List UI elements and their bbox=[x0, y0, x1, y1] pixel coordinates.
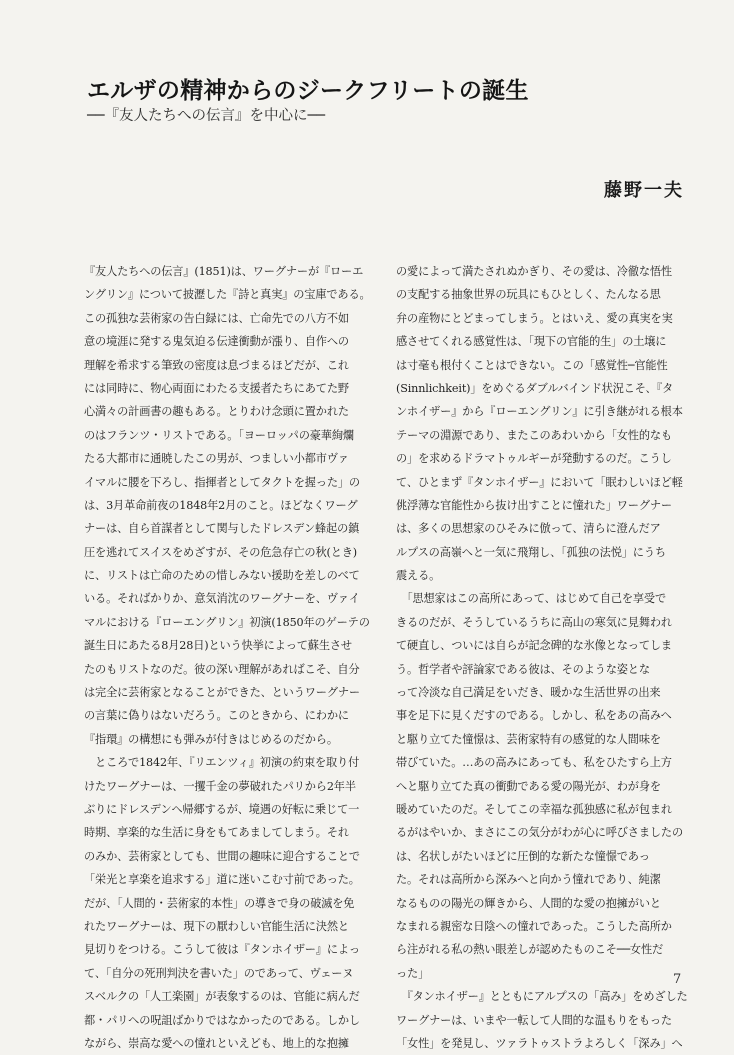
text-line: 震える。 bbox=[396, 569, 441, 583]
text-line: 時期、享楽的な生活に身をもてあましてしまう。それ bbox=[84, 826, 349, 840]
text-line: の」を求めるドラマトゥルギーが発動するのだ。こうし bbox=[396, 452, 672, 466]
text-line: マルにおける『ローエングリン』初演(1850年のゲーテの bbox=[84, 615, 370, 629]
text-line: ワーグナーは、いまや一転して人間的な温もりをもった bbox=[396, 1013, 672, 1027]
text-line: いる。そればかりか、意気消沈のワーグナーを、ヴァイ bbox=[84, 592, 360, 606]
text-line: の愛によって満たされぬかぎり、その愛は、冷徹な悟性 bbox=[396, 265, 672, 278]
text-line: 『友人たちへの伝言』(1851)は、ワーグナーが『ローエ bbox=[84, 265, 364, 278]
text-line: て硬直し、ついには自らが記念碑的な氷像となってしま bbox=[396, 639, 672, 653]
text-line: に、リストは亡命のための惜しみない援助を差しのべて bbox=[84, 569, 360, 583]
text-line: るがはやいか、まさにこの気分がわが心に呼びさましたの bbox=[396, 826, 683, 840]
text-line: て、「自分の死刑判決を書いた」のであって、ヴェーヌ bbox=[84, 966, 354, 980]
text-line: (Sinnlichkeit)」をめぐるダブルバインド状況こそ、『タ bbox=[396, 381, 674, 395]
text-line: 都・パリへの呪詛ばかりではなかったのである。しかし bbox=[84, 1013, 360, 1027]
text-line: きるのだが、そうしているうちに高山の寒気に見舞われ bbox=[396, 615, 672, 629]
text-line: のはフランツ・リストである。「ヨーロッパの豪華絢爛 bbox=[84, 428, 354, 442]
article-subtitle: ──『友人たちへの伝言』を中心に── bbox=[87, 108, 325, 124]
text-line: 見切りをつける。こうして彼は『タンホイザー』によっ bbox=[84, 943, 360, 957]
text-line: と駆り立てた憧憬は、芸術家特有の感覚的な人間味を bbox=[396, 732, 661, 746]
page-number: 7 bbox=[673, 972, 682, 987]
text-line: 暖めていたのだ。そしてこの幸福な孤独感に私が包まれ bbox=[396, 802, 672, 816]
text-line: の言葉に偽りはないだろう。このときから、にわかに bbox=[84, 709, 349, 723]
text-line: 意の境涯に発する鬼気迫る伝達衝動が漲り、自作への bbox=[84, 335, 349, 349]
text-line: ナーは、自ら首謀者として関与したドレスデン蜂起の鎮 bbox=[84, 522, 360, 536]
text-line: 事を足下に見くだすのである。しかし、私をあの高みへ bbox=[396, 709, 672, 723]
text-line: 『タンホイザー』とともにアルプスの「高み」をめざした bbox=[396, 990, 688, 1004]
text-line: 理解を希求する筆致の密度は息づまるほどだが、これ bbox=[84, 358, 349, 372]
text-line: ながら、崇高な愛への憧れといえども、地上的な抱擁 bbox=[84, 1036, 349, 1050]
text-line: て、ひとまず『タンホイザー』において「眠わしいほど軽 bbox=[396, 475, 683, 489]
text-line: ぶりにドレスデンへ帰郷するが、境遇の好転に乗じて一 bbox=[84, 802, 360, 816]
text-line: なまれる親密な日陰への憧れであった。こうした高所か bbox=[396, 919, 672, 933]
text-line: 帯びていた。…あの高みにあっても、私をひたすら上方 bbox=[396, 756, 672, 770]
text-column-left bbox=[84, 260, 389, 1055]
text-line: 心満々の計画書の趣もある。とりわけ念頭に置かれた bbox=[84, 405, 349, 419]
text-line: 感させてくれる感覚性は、「現下の官能的生」の土壌に bbox=[396, 335, 667, 349]
text-line: たのもリストなのだ。彼の深い理解があればこそ、自分 bbox=[84, 662, 360, 676]
text-line: た。それは高所から深みへと向かう憧れであり、純潔 bbox=[396, 873, 661, 887]
text-line: この孤独な芸術家の告白録には、亡命先での八方不如 bbox=[84, 311, 349, 325]
text-line: へと駆り立てた真の衝動である愛の陽光が、わが身を bbox=[396, 779, 661, 793]
text-line: イマルに腰を下ろし、指揮者としてタクトを握った」の bbox=[84, 475, 360, 489]
text-line: ところで1842年、『リエンツィ』初演の約束を取り付 bbox=[84, 756, 360, 770]
text-line: は、名状しがたいほどに圧倒的な新たな憧憬であっ bbox=[396, 849, 650, 863]
text-line: は、3月革命前夜の1848年2月のこと。ほどなくワーグ bbox=[84, 498, 358, 512]
text-line: 誕生日にあたる8月28日)という快挙によって蘇生させ bbox=[84, 639, 352, 653]
author-name: 藤野一夫 bbox=[604, 180, 684, 201]
text-line: は完全に芸術家となることができた、というワーグナー bbox=[84, 686, 360, 700]
text-line: は寸毫も根付くことはできない。この「感覚性─官能性 bbox=[396, 358, 668, 372]
text-line: たる大都市に通暁したこの男が、つましい小都市ヴァ bbox=[84, 452, 349, 466]
text-line: には同時に、物心両面にわたる支援者たちにあてた野 bbox=[84, 381, 349, 395]
text-line: ら注がれる私の熱い眼差しが認めたものこそ──女性だ bbox=[396, 943, 664, 957]
text-line: なるものの陽光の輝きから、人間的な愛の抱擁がいと bbox=[396, 896, 661, 910]
text-line: 「思想家はこの高所にあって、はじめて自己を享受で bbox=[396, 592, 667, 606]
text-line: 佻浮薄な官能性から抜け出すことに憧れた」ワーグナー bbox=[396, 498, 672, 512]
text-line: れたワーグナーは、現下の厭わしい官能生活に決然と bbox=[84, 919, 349, 933]
text-line: ルプスの高嶺へと一気に飛翔し、「孤独の法悦」にうち bbox=[396, 545, 666, 559]
text-line: の支配する抽象世界の玩具にもひとしく、たんなる思 bbox=[396, 288, 661, 302]
text-line: 弁の産物にとどまってしまう。とはいえ、愛の真実を実 bbox=[396, 311, 673, 325]
text-line: テーマの淵源であり、またこのあわいから「女性的なも bbox=[396, 428, 672, 442]
text-line: 圧を逃れてスイスをめざすが、その危急存亡の秋(とき) bbox=[84, 545, 357, 559]
text-line: スベルクの「人工楽園」が表象するのは、官能に病んだ bbox=[84, 990, 360, 1004]
text-line: 『指環』の構想にも弾みが付きはじめるのだから。 bbox=[84, 732, 338, 746]
text-line: ングリン』について披瀝した『詩と真実』の宝庫である。 bbox=[84, 288, 371, 302]
text-line: った」 bbox=[396, 966, 430, 980]
text-line: は、多くの思想家のひそみに倣って、清らに澄んだア bbox=[396, 522, 661, 536]
text-line: 「栄光と享楽を追求する」道に迷いこむ寸前であった。 bbox=[84, 873, 360, 887]
text-line: のみか、芸術家としても、世間の趣味に迎合することで bbox=[84, 849, 360, 863]
text-line: ンホイザー』から『ローエングリン』に引き継がれる根本 bbox=[396, 405, 683, 419]
text-line: 「女性」を発見し、ツァラトゥストラよろしく「深み」へ bbox=[396, 1036, 683, 1050]
text-column-right bbox=[396, 260, 701, 1055]
text-line: だが、「人間的・芸術家的本性」の導きで身の破滅を免 bbox=[84, 896, 355, 910]
text-line: って冷淡な自己満足をいだき、暖かな生活世界の出来 bbox=[396, 686, 661, 700]
text-line: けたワーグナーは、一攫千金の夢破れたパリから2年半 bbox=[84, 779, 356, 793]
text-line: う。哲学者や評論家である彼は、そのような姿とな bbox=[396, 662, 650, 676]
article-title: エルザの精神からのジークフリートの誕生 bbox=[87, 78, 529, 104]
